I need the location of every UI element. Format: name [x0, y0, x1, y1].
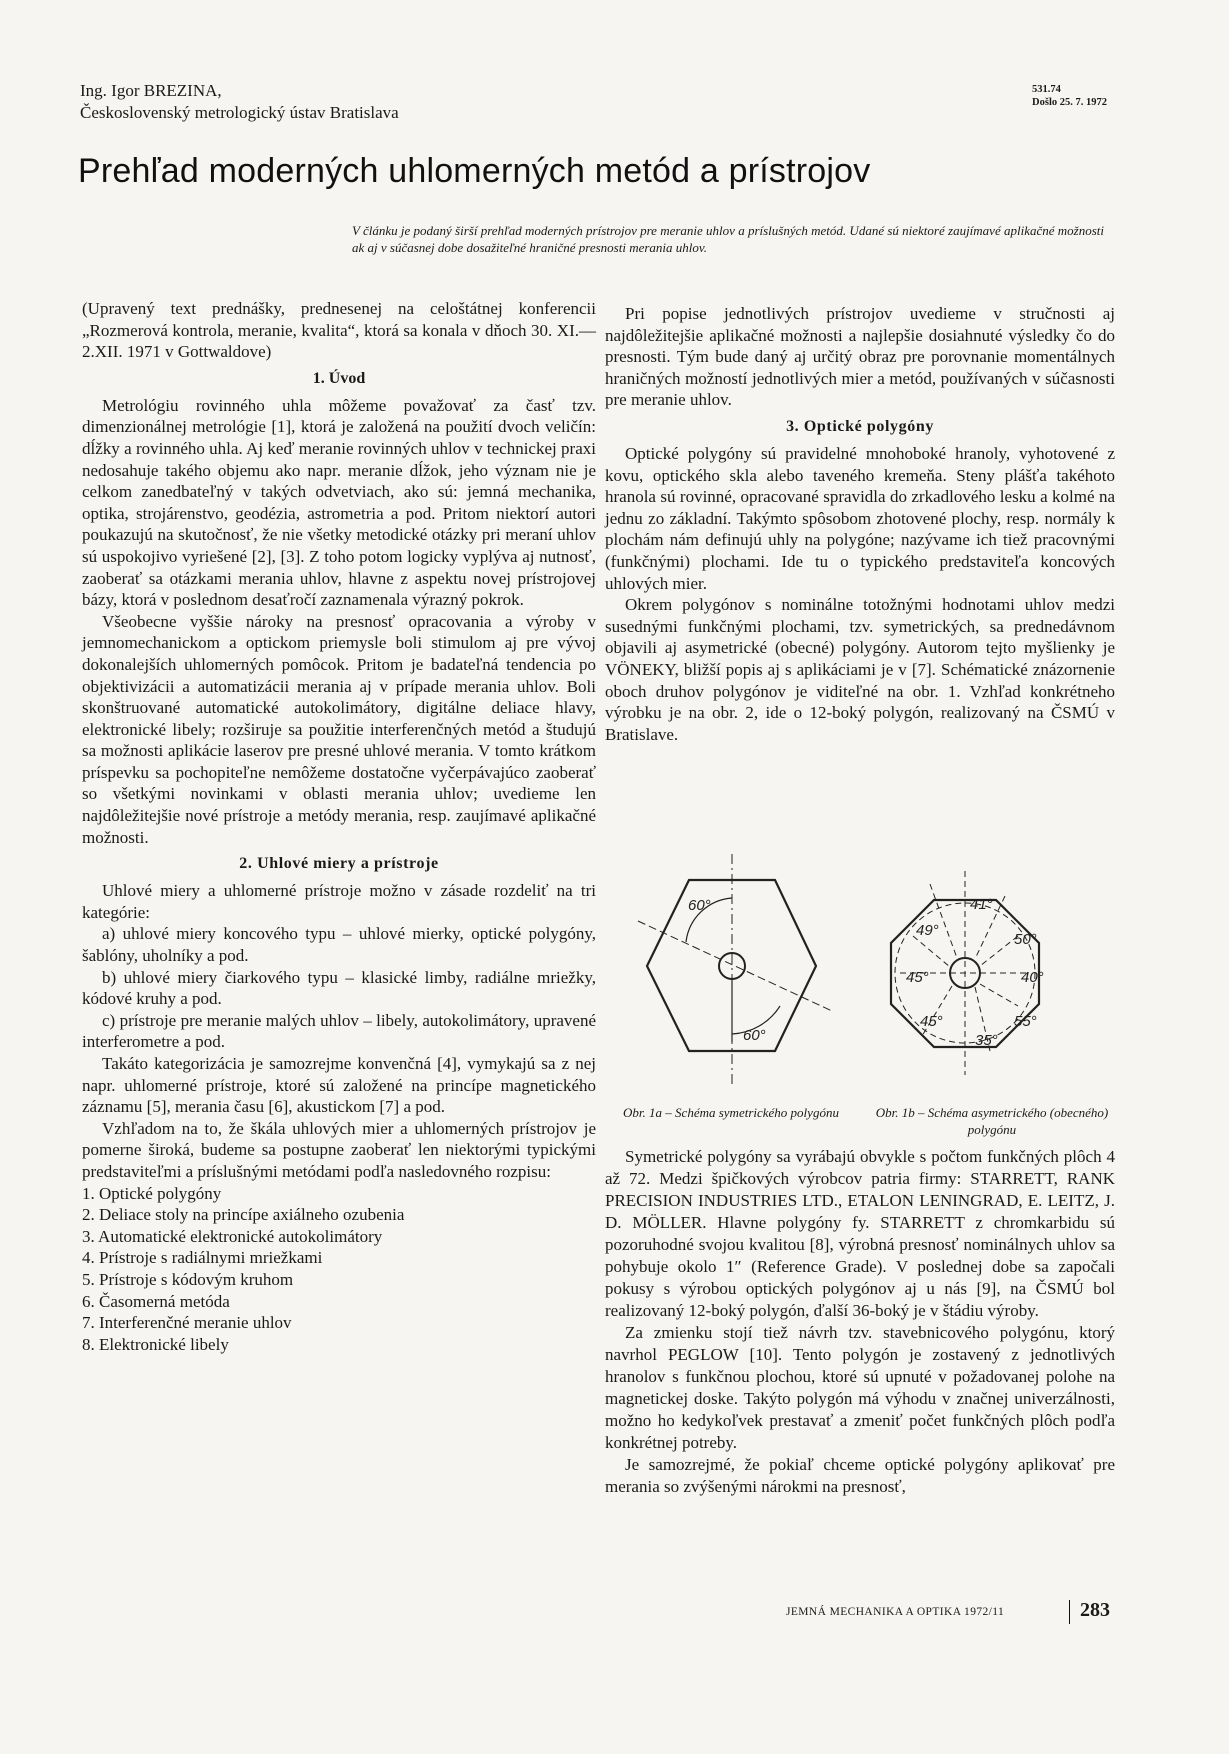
angle-label-b: 40°: [1021, 969, 1044, 986]
received-date: Došlo 25. 7. 1972: [1032, 97, 1107, 108]
paragraph: Symetrické polygóny sa vyrábajú obvykle s počtom funkčných plôch 4 až 72. Medzi špičkových výrobcov patria firmy: STARRETT, RANK PRECISION INDUSTRIES LTD., ETALON LENINGRAD, E. LEITZ, J. D. MÖLLER. Hlavne polygóny fy. STARRETT z chromkarbidu sú pozoruhodné svojou kvalitou [8], výrobná presnosť nominálnych uhlov sa pohybuje okolo 1″ (Reference Grade). V poslednej dobe sa započali pokusy s výrobou optických polygónov aj u nás [9], na ČSMÚ bol realizovaný 12-boký polygón, ďalší 36-boký je v štádiu výroby.: [605, 1147, 1115, 1320]
list-item-b: b) uhlové miery čiarkového typu – klasické limby, radiálne mriežky, kódové kruhy a pod.: [82, 967, 596, 1009]
article-meta: [1032, 83, 1107, 109]
paragraph: Pri popise jednotlivých prístrojov uvedieme v stručnosti aj najdôležitejšie aplikačné možnosti a najlepšie dosiahnuté výsledky čo do presnosti. Tým bude daný aj určitý obraz pre porovnanie momentálnych hraničných možností jednotlivých mier a metód, používaných v súčasnosti pre meranie uhlov.: [605, 304, 1115, 410]
list-item: 8. Elektronické libely: [82, 1334, 229, 1354]
list-item: 1. Optické polygóny: [82, 1183, 222, 1203]
section-heading-3: 3. Optické polygóny: [786, 417, 934, 435]
left-column: [82, 298, 596, 1355]
list-item: 4. Prístroje s radiálnymi mriežkami: [82, 1248, 323, 1268]
page-number: 283: [1080, 1599, 1110, 1621]
angle-label-a2: 60°: [743, 1027, 766, 1044]
abstract: V článku je podaný širší prehľad moderných prístrojov pre meranie uhlov a príslušných metód. Udané sú niektoré zaujímavé aplikačné možnosti ak aj v súčasnej dobe dosažiteľné hraničné presnosti merania uhlov.: [352, 223, 1104, 255]
angle-label-b: 45°: [920, 1013, 943, 1030]
angle-label-a1: 60°: [688, 897, 711, 914]
list-item: 5. Prístroje s kódovým kruhom: [82, 1269, 294, 1289]
intro-note: (Upravený text prednášky, prednesenej na celoštátnej konferencii „Rozmerová kontrola, meranie, kvalita“, ktorá sa konala v dňoch 30. XI.—2.XII. 1971 v Gottwaldove): [82, 299, 596, 362]
list-item-a: a) uhlové miery koncového typu – uhlové mierky, optické polygóny, šablóny, uholníky a pod.: [82, 924, 596, 966]
angle-label-b: 50°: [1014, 931, 1037, 948]
paragraph: Metrológiu rovinného uhla môžeme považovať za časť tzv. dimenzionálnej metrológie [1], ktorá je založená na použití dvoch veličín: dĺžky a rovinného uhla. Aj keď meranie rovinných uhlov v technickej praxi nedosahuje takého objemu ako napr. meranie dĺžok, jeho význam nie je celkom zanedbateľný v takých odvetviach, ako sú: jemná mechanika, optika, strojárenstvo, geodézia, astrometria a pod. Pritom niektorí autori poukazujú na skutočnosť, že nie všetky metodické otázky pri meraní uhlov sú uspokojivo vyriešené [2], [3]. Z toho potom logicky vyplýva aj nutnosť, zaoberať sa otázkami merania uhlov, hlavne z aspektu novej prístrojovej bázy, ktorá v poslednom desaťročí zaznamenala výrazný pokrok.: [82, 395, 596, 610]
paragraph: Je samozrejmé, že pokiaľ chceme optické polygóny aplikovať pre merania so zvýšenými nárokmi na presnosť,: [605, 1455, 1115, 1496]
paragraph: Okrem polygónov s nominálne totožnými hodnotami uhlov medzi susednými funkčnými plochami, tzv. symetrických, sa prednedávnom objavili aj asymetrické (obecné) polygóny. Autorom tejto myšlienky je VÖNEKY, bližší popis aj s aplikáciami je v [7]. Schématické znázornenie oboch druhov polygónov je viditeľné na obr. 1. Vzhľad konkrétneho výrobku je na obr. 2, ide o 12-boký polygón, realizovaný na ČSMÚ v Bratislave.: [605, 595, 1115, 744]
angle-label-b: 35°: [975, 1032, 998, 1049]
method-list: [82, 1183, 596, 1356]
udc-code: 531.74: [1032, 84, 1061, 95]
author-affiliation: Československý metrologický ústav Bratislava: [80, 103, 399, 122]
section-heading-2: 2. Uhlové miery a prístroje: [239, 855, 439, 873]
paragraph: Za zmienku stojí tiež návrh tzv. stavebnicového polygónu, ktorý navrhol PEGLOW [10]. Tento polygón je zostavený z jednotlivých hranolov s funkčnou plochou, ktoré sú upnuté v požadovanej polohe na magnetickej doske. Takýto polygón má výhodu v značnej univerzálnosti, možno ho kedykoľvek prestavať a zmeniť počet funkčných plôch podľa konkrétnej potreby.: [605, 1323, 1115, 1452]
section-heading-1: 1. Úvod: [312, 369, 366, 387]
list-item: 3. Automatické elektronické autokolimátory: [82, 1226, 383, 1246]
footer-divider: [1069, 1600, 1070, 1624]
list-item-c: c) prístroje pre meranie malých uhlov – libely, autokolimátory, upravené interferometre a pod.: [82, 1010, 596, 1052]
author-block: [80, 80, 399, 124]
article-title: Prehľad moderných uhlomerných metód a prístrojov: [78, 152, 871, 190]
angle-label-b: 49°: [916, 922, 939, 939]
paragraph: Všeobecne vyššie nároky na presnosť opracovania a výroby v jemnomechanickom a optickom priemysle boli stimulom aj pre vývoj dokonalejších uhlomerných pomôcok. Pritom je badateľná tendencia po objektivizácii a automatizácii merania aj v prípade merania uhlov. Boli skonštruované automatické autokolimátory, digitálne deliace hlavy, elektronické libely; rozširuje sa použitie interferenčných metód a študujú sa možnosti aplikácie laserov pre presné uhlové merania. V tomto krátkom príspevku sa pochopiteľne nemôžeme dostatočne vyčerpávajúco zaoberať so všetkými novinkami v oblasti merania uhlov; uvedieme len najdôležitejšie nové prístroje a metódy merania, resp. zaujímavé aplikačné možnosti.: [82, 611, 596, 847]
figure-caption-1a: Obr. 1a – Schéma symetrického polygónu: [623, 1105, 839, 1120]
angle-label-b: 41°: [970, 896, 993, 913]
right-column: [605, 303, 1115, 745]
angle-label-b: 55°: [1014, 1013, 1037, 1030]
author-name: Ing. Igor BREZINA,: [80, 81, 222, 100]
paragraph: Optické polygóny sú pravidelné mnohoboké hranoly, vyhotovené z kovu, optického skla alebo taveného kremeňa. Steny plášťa takéhoto hranola sú rovinné, opracované spravidla do zrkadlového lesku a kolmé na jednu zo základní. Takýmto spôsobom zhotovené plochy, resp. normály k plochám nám definujú uhly na polygóne; nazývame ich tiež pracovnými (funkčnými) plochami. Ide tu o typického predstaviteľa koncových uhlových mier.: [605, 443, 1115, 593]
figure-caption-1b: Obr. 1b – Schéma asymetrického (obecného) polygónu: [875, 1105, 1109, 1137]
list-item: 6. Časomerná metóda: [82, 1291, 230, 1311]
right-column-lower: [605, 1146, 1115, 1498]
paragraph: Uhlové miery a uhlomerné prístroje možno v zásade rozdeliť na tri kategórie:: [82, 881, 596, 922]
list-item: 7. Interferenčné meranie uhlov: [82, 1313, 292, 1333]
paragraph: Vzhľadom na to, že škála uhlových mier a uhlomerných prístrojov je pomerne široká, budeme sa postupne zaoberať len niektorými typickými predstaviteľmi a príslušnými metódami podľa nasledovného rozpisu:: [82, 1118, 596, 1181]
normal-line: [638, 921, 832, 1011]
journal-footer: JEMNÁ MECHANIKA A OPTIKA 1972/11: [786, 1606, 1005, 1618]
list-item: 2. Deliace stoly na princípe axiálneho ozubenia: [82, 1205, 405, 1225]
paragraph: Takáto kategorizácia je samozrejme konvenčná [4], vymykajú sa z nej napr. uhlomerné prístroje, ktoré sú založené na princípe magnetického záznamu [5], merania času [6], akustickom [7] a pod.: [82, 1054, 596, 1117]
angle-label-b: 45°: [906, 969, 929, 986]
